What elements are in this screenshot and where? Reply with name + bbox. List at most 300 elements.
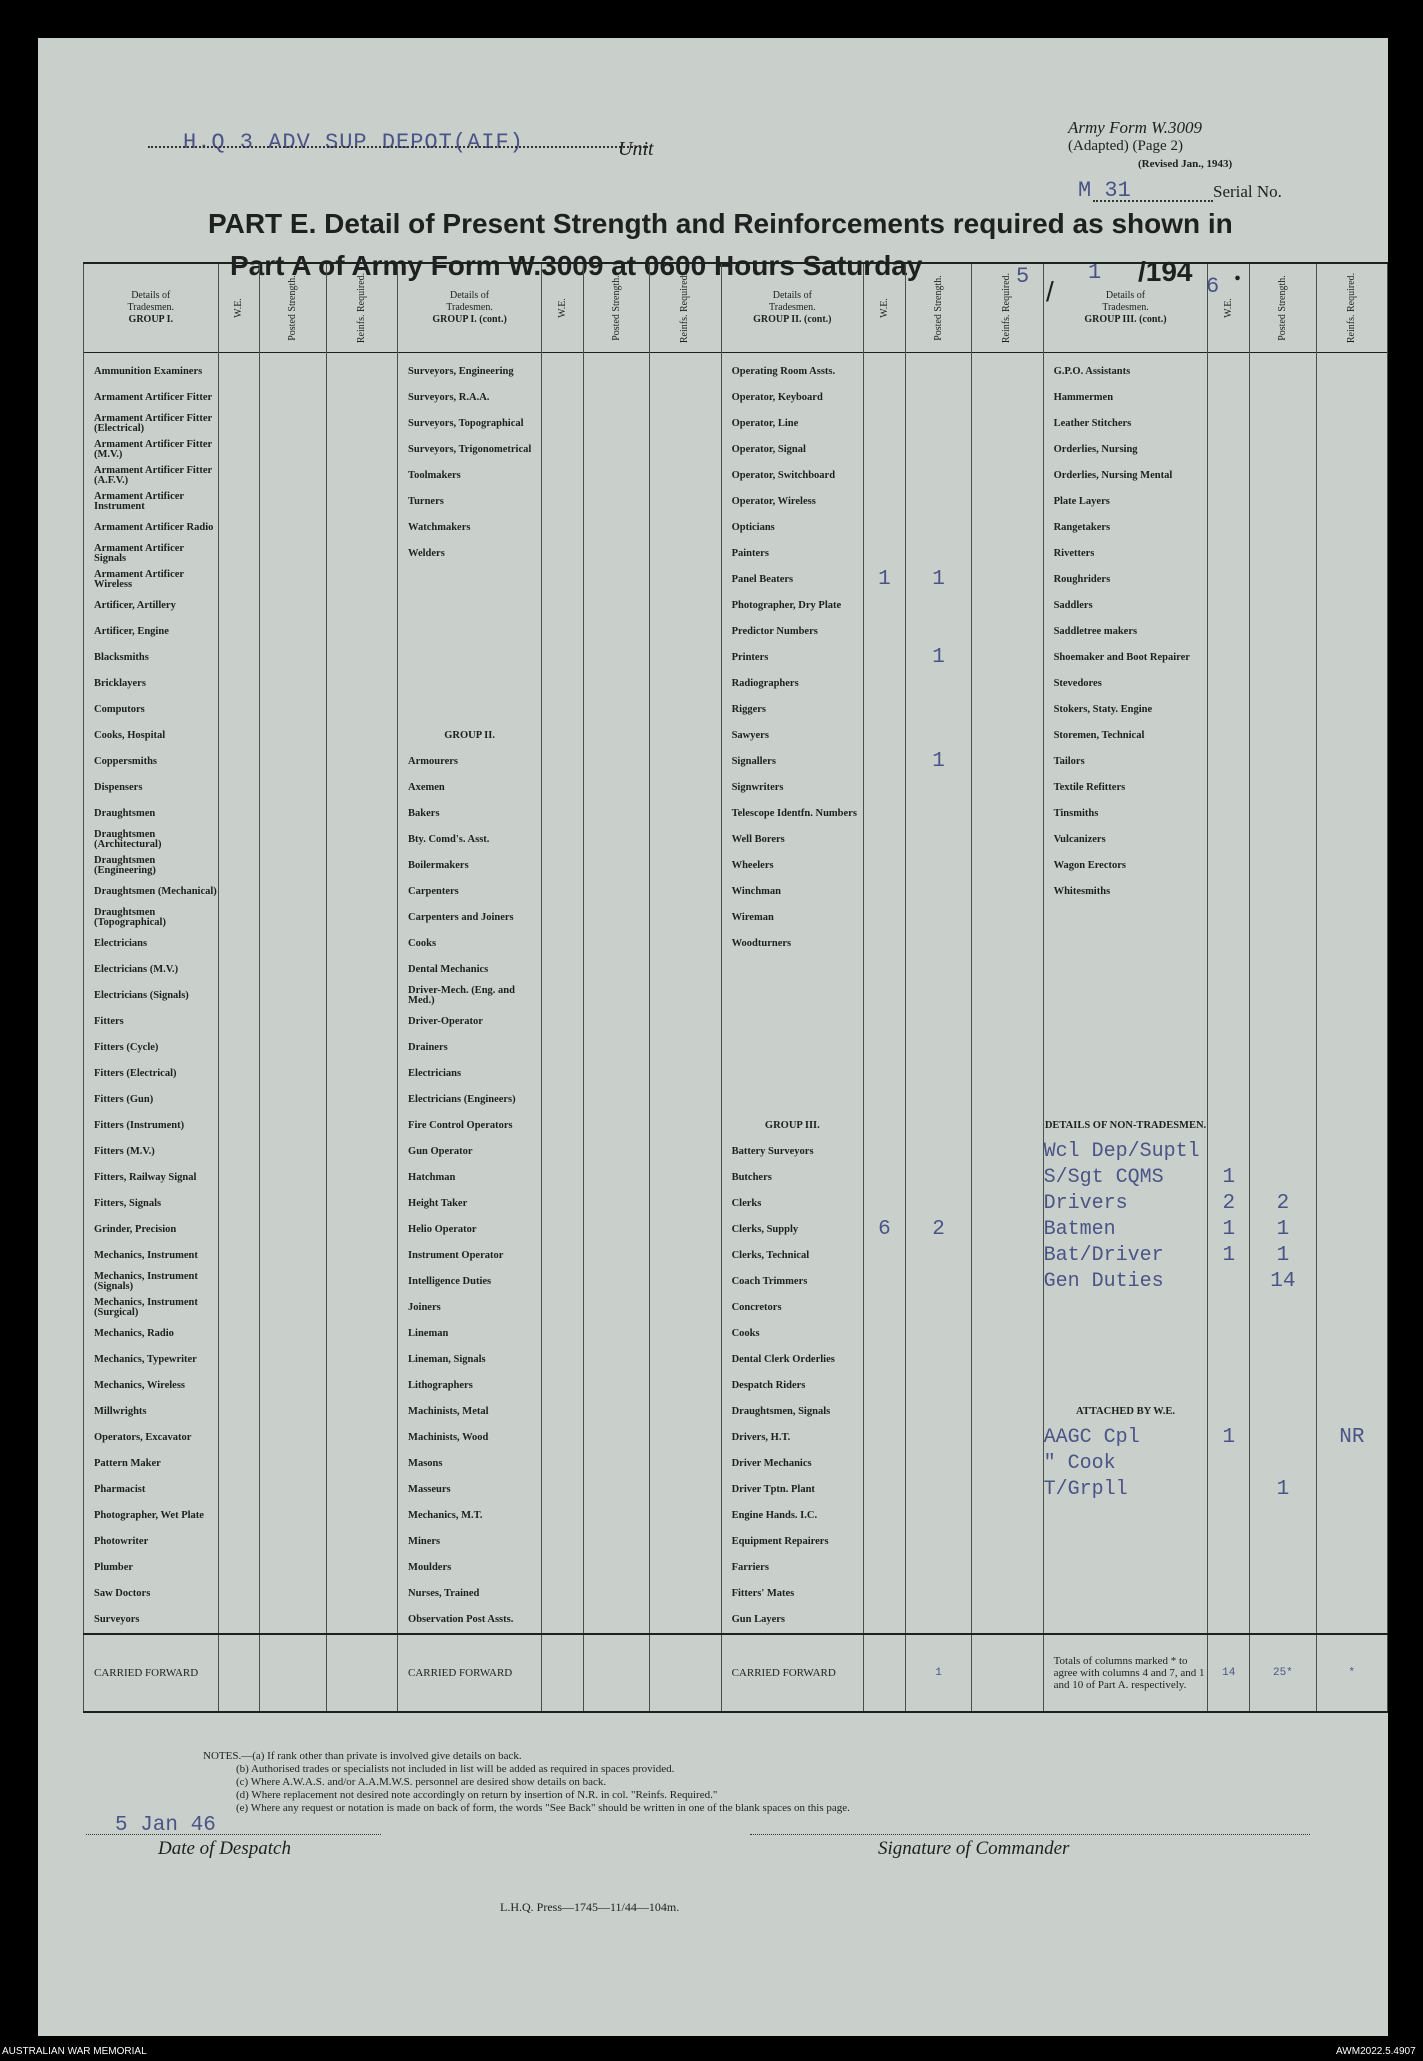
value-posted — [260, 1009, 327, 1035]
value-posted — [260, 1035, 327, 1061]
value-posted — [905, 1139, 972, 1165]
value-posted: 1 — [905, 567, 972, 593]
value-reinfs — [1316, 905, 1387, 931]
value-we — [542, 1529, 584, 1555]
value-posted — [583, 905, 650, 931]
value-we — [542, 853, 584, 879]
value-posted — [260, 1347, 327, 1373]
col-reinfs-label: Reinfs. Required. — [1001, 272, 1013, 344]
value-we — [542, 411, 584, 437]
carried-forward-label: CARRIED FORWARD — [84, 1634, 219, 1712]
value-we — [542, 385, 584, 411]
value-posted — [583, 1295, 650, 1321]
value-reinfs — [1316, 1113, 1387, 1139]
value-posted — [583, 1087, 650, 1113]
value-we — [542, 1607, 584, 1634]
value-posted — [583, 645, 650, 671]
value-reinfs — [1316, 879, 1387, 905]
value-reinfs — [972, 1217, 1043, 1243]
value-posted — [905, 1113, 972, 1139]
trade-name-col2: Machinists, Metal — [398, 1399, 542, 1425]
table-row — [84, 1555, 1388, 1581]
value-we — [218, 1555, 260, 1581]
trade-name-col1: Draughtsmen (Engineering) — [84, 853, 219, 879]
value-posted — [583, 567, 650, 593]
value-we — [1208, 775, 1250, 801]
trade-name-col4: Saddletree makers — [1043, 619, 1208, 645]
value-reinfs — [326, 645, 397, 671]
trade-name-col4: Hammermen — [1043, 385, 1208, 411]
value-reinfs — [326, 1113, 397, 1139]
trade-name-col3: Wheelers — [721, 853, 863, 879]
value-reinfs — [326, 749, 397, 775]
trade-name-col2: Driver-Mech. (Eng. and Med.) — [398, 983, 542, 1009]
value-posted — [1250, 437, 1317, 463]
value-we — [218, 723, 260, 749]
value-we — [1208, 463, 1250, 489]
value-posted — [260, 697, 327, 723]
value-we — [218, 1451, 260, 1477]
value-we — [864, 1009, 906, 1035]
trade-name-col3: Signallers — [721, 749, 863, 775]
value-reinfs — [650, 983, 721, 1009]
value-posted — [1250, 1113, 1317, 1139]
total-we: 14 — [1208, 1634, 1250, 1712]
value-posted — [1250, 957, 1317, 983]
value-reinfs — [650, 697, 721, 723]
value-posted — [583, 853, 650, 879]
trade-name-col4 — [1043, 1321, 1208, 1347]
value-posted — [905, 827, 972, 853]
value-we — [542, 1269, 584, 1295]
table-row — [84, 1373, 1388, 1399]
value-we — [542, 567, 584, 593]
value-posted — [260, 1295, 327, 1321]
value-posted — [260, 723, 327, 749]
trade-name-col4: Stevedores — [1043, 671, 1208, 697]
value-we — [218, 931, 260, 957]
value-posted — [905, 489, 972, 515]
value-reinfs — [650, 775, 721, 801]
value-we — [1208, 1503, 1250, 1529]
value-reinfs — [326, 515, 397, 541]
trade-name-col2: Height Taker — [398, 1191, 542, 1217]
value-reinfs — [326, 1607, 397, 1634]
value-reinfs — [972, 1425, 1043, 1451]
value-reinfs — [1316, 1477, 1387, 1503]
value-reinfs — [650, 463, 721, 489]
table-header-row — [84, 263, 1388, 353]
trade-name-col1: Electricians (Signals) — [84, 983, 219, 1009]
value-we — [1208, 1295, 1250, 1321]
trade-name-col2: GROUP II. — [398, 723, 542, 749]
trade-name-col2: Electricians (Engineers) — [398, 1087, 542, 1113]
trade-name-col3: Clerks, Supply — [721, 1217, 863, 1243]
value-reinfs — [1316, 437, 1387, 463]
cf-reinfs — [650, 1634, 721, 1712]
trade-name-col3: Cooks — [721, 1321, 863, 1347]
table-row — [84, 1113, 1388, 1139]
value-we — [864, 827, 906, 853]
value-posted — [905, 619, 972, 645]
table-row — [84, 1243, 1388, 1269]
value-we — [1208, 515, 1250, 541]
trade-name-col4: Leather Stitchers — [1043, 411, 1208, 437]
value-reinfs — [326, 1243, 397, 1269]
value-we — [218, 827, 260, 853]
value-posted — [260, 515, 327, 541]
value-we — [1208, 1009, 1250, 1035]
value-we — [542, 1347, 584, 1373]
value-posted — [905, 723, 972, 749]
value-reinfs — [1316, 1503, 1387, 1529]
value-we — [864, 437, 906, 463]
value-posted — [260, 1503, 327, 1529]
value-posted — [260, 437, 327, 463]
table-row — [84, 983, 1388, 1009]
value-reinfs — [972, 827, 1043, 853]
value-reinfs — [1316, 359, 1387, 385]
value-posted — [260, 567, 327, 593]
table-row — [84, 1217, 1388, 1243]
value-we — [218, 1243, 260, 1269]
value-reinfs — [972, 385, 1043, 411]
value-posted — [905, 463, 972, 489]
trade-name-col4 — [1043, 1035, 1208, 1061]
value-posted — [260, 1191, 327, 1217]
value-we — [1208, 1555, 1250, 1581]
value-reinfs — [650, 1477, 721, 1503]
value-posted — [1250, 1607, 1317, 1634]
value-reinfs — [650, 567, 721, 593]
value-we — [1208, 671, 1250, 697]
trade-name-col2: Instrument Operator — [398, 1243, 542, 1269]
value-reinfs — [326, 697, 397, 723]
value-posted — [583, 1009, 650, 1035]
table-row — [84, 697, 1388, 723]
value-posted — [905, 1399, 972, 1425]
trade-name-col2: Masons — [398, 1451, 542, 1477]
trade-name-col1: Mechanics, Radio — [84, 1321, 219, 1347]
value-reinfs — [326, 593, 397, 619]
value-reinfs — [972, 1451, 1043, 1477]
value-we — [864, 1321, 906, 1347]
totals-note: Totals of columns marked * to agree with columns 4 and 7, and 1 and 10 of Part A. respectively. — [1043, 1634, 1208, 1712]
trade-name-col2: Observation Post Assts. — [398, 1607, 542, 1634]
value-posted — [260, 1139, 327, 1165]
value-we — [542, 1165, 584, 1191]
value-reinfs — [326, 1399, 397, 1425]
trade-name-col4: S/Sgt CQMS — [1043, 1165, 1208, 1191]
value-posted — [1250, 541, 1317, 567]
value-we — [864, 671, 906, 697]
value-we — [864, 697, 906, 723]
value-reinfs — [1316, 411, 1387, 437]
value-we — [218, 1217, 260, 1243]
value-posted — [260, 645, 327, 671]
value-posted — [1250, 515, 1317, 541]
value-reinfs — [972, 1373, 1043, 1399]
trade-name-col1: Millwrights — [84, 1399, 219, 1425]
value-we — [542, 1113, 584, 1139]
value-we: 1 — [1208, 1425, 1250, 1451]
trade-name-col2: Axemen — [398, 775, 542, 801]
table-row — [84, 1269, 1388, 1295]
col-posted-label: Posted Strength. — [610, 275, 622, 341]
trade-name-col4: Gen Duties — [1043, 1269, 1208, 1295]
value-we — [1208, 437, 1250, 463]
cf-we — [218, 1634, 260, 1712]
value-we — [864, 1087, 906, 1113]
value-we — [542, 1555, 584, 1581]
trade-name-col3: Driver Mechanics — [721, 1451, 863, 1477]
value-posted: 1 — [905, 749, 972, 775]
trade-name-col4: Plate Layers — [1043, 489, 1208, 515]
value-reinfs — [1316, 1321, 1387, 1347]
value-reinfs — [326, 1035, 397, 1061]
value-posted — [905, 1555, 972, 1581]
value-posted — [1250, 1165, 1317, 1191]
value-posted — [905, 671, 972, 697]
trade-name-col2: Hatchman — [398, 1165, 542, 1191]
trade-name-col2: Gun Operator — [398, 1139, 542, 1165]
value-reinfs — [650, 1035, 721, 1061]
value-posted: 1 — [905, 645, 972, 671]
value-reinfs — [650, 1269, 721, 1295]
value-we — [1208, 1035, 1250, 1061]
value-we — [218, 1503, 260, 1529]
value-we — [864, 1399, 906, 1425]
value-reinfs — [1316, 1087, 1387, 1113]
value-reinfs — [1316, 853, 1387, 879]
col-we-2 — [542, 263, 584, 353]
value-we — [864, 1425, 906, 1451]
value-we — [542, 1061, 584, 1087]
value-reinfs — [326, 905, 397, 931]
value-posted — [583, 983, 650, 1009]
carried-forward-row — [84, 1634, 1388, 1712]
value-reinfs — [326, 1373, 397, 1399]
trade-name-col4 — [1043, 1087, 1208, 1113]
table-row — [84, 1581, 1388, 1607]
table-row — [84, 853, 1388, 879]
serial-value: M 31 — [1078, 178, 1131, 203]
value-reinfs — [650, 801, 721, 827]
value-reinfs — [650, 1607, 721, 1634]
value-reinfs — [972, 1477, 1043, 1503]
value-posted: 14 — [1250, 1269, 1317, 1295]
value-we — [542, 1477, 584, 1503]
trade-name-col2 — [398, 645, 542, 671]
value-posted — [905, 1009, 972, 1035]
value-reinfs — [650, 1165, 721, 1191]
col-we-1 — [218, 263, 260, 353]
trade-name-col2 — [398, 567, 542, 593]
value-reinfs — [650, 853, 721, 879]
value-posted — [260, 619, 327, 645]
value-reinfs — [326, 1009, 397, 1035]
trade-name-col2: Cooks — [398, 931, 542, 957]
trade-name-col3: Opticians — [721, 515, 863, 541]
trade-name-col2: Armourers — [398, 749, 542, 775]
col-reinfs-label: Reinfs. Required. — [679, 272, 691, 344]
table-row — [84, 775, 1388, 801]
value-we: 1 — [1208, 1165, 1250, 1191]
value-we — [542, 359, 584, 385]
value-we — [1208, 359, 1250, 385]
value-we — [218, 1321, 260, 1347]
value-we — [218, 1373, 260, 1399]
value-reinfs — [1316, 463, 1387, 489]
trade-name-col4: Roughriders — [1043, 567, 1208, 593]
value-posted — [905, 957, 972, 983]
trade-name-col2 — [398, 593, 542, 619]
value-we — [1208, 1451, 1250, 1477]
value-reinfs — [1316, 1581, 1387, 1607]
unit-dotted-line — [148, 146, 648, 148]
value-we — [1208, 541, 1250, 567]
value-posted — [905, 1243, 972, 1269]
value-we — [542, 931, 584, 957]
value-we: 1 — [1208, 1243, 1250, 1269]
value-reinfs — [972, 1009, 1043, 1035]
value-we — [218, 1061, 260, 1087]
value-reinfs — [1316, 1555, 1387, 1581]
value-reinfs — [972, 723, 1043, 749]
trade-name-col1: Saw Doctors — [84, 1581, 219, 1607]
value-we — [218, 1529, 260, 1555]
value-reinfs — [972, 1165, 1043, 1191]
value-reinfs — [650, 931, 721, 957]
trade-name-col2: Welders — [398, 541, 542, 567]
value-reinfs — [1316, 1035, 1387, 1061]
value-we — [542, 905, 584, 931]
value-posted — [260, 671, 327, 697]
value-posted — [583, 1607, 650, 1634]
trade-name-col3: Despatch Riders — [721, 1373, 863, 1399]
value-reinfs — [326, 1581, 397, 1607]
value-posted — [583, 489, 650, 515]
value-posted — [260, 1373, 327, 1399]
value-reinfs — [972, 1087, 1043, 1113]
value-posted — [260, 853, 327, 879]
trade-name-col3: Predictor Numbers — [721, 619, 863, 645]
form-title: Army Form W.3009 — [1068, 118, 1202, 137]
trade-name-col1: Mechanics, Instrument (Signals) — [84, 1269, 219, 1295]
trade-name-col1: Fitters (Gun) — [84, 1087, 219, 1113]
trade-name-col3: Well Borers — [721, 827, 863, 853]
value-we — [542, 515, 584, 541]
value-reinfs — [1316, 645, 1387, 671]
value-posted — [583, 1191, 650, 1217]
value-reinfs — [650, 1217, 721, 1243]
value-we — [218, 801, 260, 827]
value-reinfs — [650, 593, 721, 619]
table-row — [84, 411, 1388, 437]
value-posted — [1250, 827, 1317, 853]
value-reinfs — [972, 697, 1043, 723]
value-we — [218, 593, 260, 619]
trade-name-col1: Ammunition Examiners — [84, 359, 219, 385]
trade-name-col3: Draughtsmen, Signals — [721, 1399, 863, 1425]
value-reinfs — [972, 1555, 1043, 1581]
value-posted — [905, 359, 972, 385]
table-row — [84, 957, 1388, 983]
value-we — [218, 567, 260, 593]
table-row — [84, 827, 1388, 853]
value-posted — [583, 1321, 650, 1347]
value-posted — [260, 801, 327, 827]
value-posted — [583, 879, 650, 905]
value-we — [218, 1269, 260, 1295]
value-posted — [260, 1165, 327, 1191]
trade-name-col2: Surveyors, Engineering — [398, 359, 542, 385]
value-posted — [260, 827, 327, 853]
table-row — [84, 1477, 1388, 1503]
value-posted — [583, 541, 650, 567]
value-posted — [1250, 1581, 1317, 1607]
trade-name-col3: Engine Hands. I.C. — [721, 1503, 863, 1529]
trade-name-col1: Plumber — [84, 1555, 219, 1581]
cf-posted — [583, 1634, 650, 1712]
value-reinfs — [326, 463, 397, 489]
value-reinfs — [650, 1451, 721, 1477]
col-posted-2 — [583, 263, 650, 353]
value-reinfs — [1316, 1009, 1387, 1035]
value-posted — [583, 749, 650, 775]
trade-name-col1: Artificer, Artillery — [84, 593, 219, 619]
table-row — [84, 1165, 1388, 1191]
value-reinfs — [326, 1529, 397, 1555]
value-reinfs — [1316, 593, 1387, 619]
details-of-label: Details of — [449, 290, 490, 301]
trade-name-col2: Dental Mechanics — [398, 957, 542, 983]
value-reinfs — [1316, 1243, 1387, 1269]
value-reinfs — [326, 541, 397, 567]
trade-name-col2: Surveyors, Trigonometrical — [398, 437, 542, 463]
trade-name-col3: Photographer, Dry Plate — [721, 593, 863, 619]
signature-dotted-line — [750, 1834, 1310, 1835]
value-posted — [260, 1269, 327, 1295]
value-posted — [905, 905, 972, 931]
value-reinfs — [326, 775, 397, 801]
trade-name-col4 — [1043, 957, 1208, 983]
value-we — [864, 411, 906, 437]
trade-name-col2: Masseurs — [398, 1477, 542, 1503]
value-posted — [583, 801, 650, 827]
value-posted — [905, 1581, 972, 1607]
value-we — [1208, 697, 1250, 723]
trade-name-col1: Electricians — [84, 931, 219, 957]
value-reinfs — [650, 1087, 721, 1113]
value-posted — [583, 359, 650, 385]
value-posted — [260, 957, 327, 983]
trade-name-col2: Moulders — [398, 1555, 542, 1581]
value-we — [218, 489, 260, 515]
value-posted — [1250, 1451, 1317, 1477]
serial-label: Serial No. — [1213, 182, 1282, 201]
value-reinfs — [972, 437, 1043, 463]
value-reinfs — [650, 1373, 721, 1399]
carried-forward-label: CARRIED FORWARD — [721, 1634, 863, 1712]
value-posted — [583, 437, 650, 463]
value-posted: 2 — [905, 1217, 972, 1243]
value-reinfs — [326, 619, 397, 645]
value-reinfs — [326, 1321, 397, 1347]
trade-name-col2: Fire Control Operators — [398, 1113, 542, 1139]
value-reinfs — [972, 541, 1043, 567]
value-we — [1208, 1321, 1250, 1347]
